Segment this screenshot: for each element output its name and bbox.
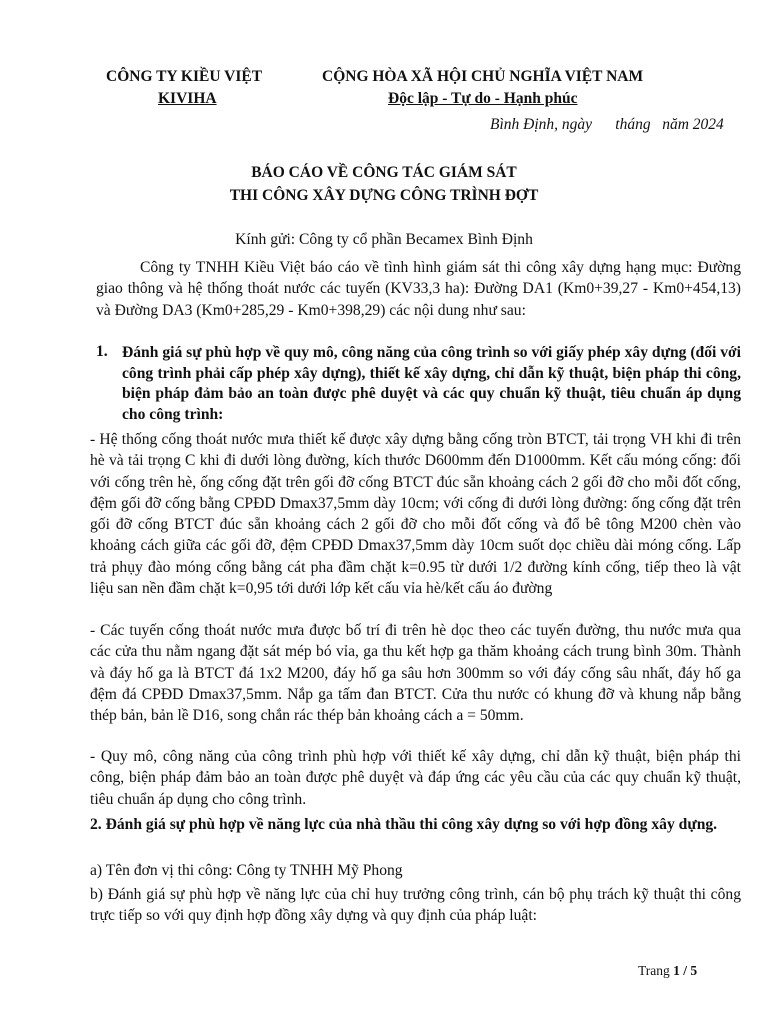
section1-heading: Đánh giá sự phù hợp về quy mô, công năng của công trình so với giấy phép xây dựng (đối với công trình phải cấp phép xây dựng), thiết kế xây dựng, chỉ dẫn kỹ thuật, biện pháp thi công, biện pháp đảm bảo an toàn được phê duyệt và các quy chuẩn kỹ thuật, tiêu chuẩn áp dụng cho công trình: [122, 344, 741, 423]
company-name: CÔNG TY KIỀU VIỆT [106, 68, 263, 85]
recipient-line: Kính gửi: Công ty cổ phần Becamex Bình Định [235, 231, 533, 248]
section2-item-b: b) Đánh giá sự phù hợp về năng lực của chỉ huy trưởng công trình, cán bộ phụ trách kỹ thuật thi công trực tiếp so với quy định hợp đồng xây dựng và quy định của pháp luật: [90, 886, 741, 925]
report-title-line1: BÁO CÁO VỀ CÔNG TÁC GIÁM SÁT [251, 164, 517, 181]
section1-paragraph-2: - Các tuyến cống thoát nước mưa được bố trí đi trên hè dọc theo các tuyến đường, thu nước mưa qua các cửa thu nằm ngang đặt sát mép bó vỉa, ga thu kết hợp ga thăm khoảng cách trung bình 30m. Thành và đáy hố ga là BTCT đá 1x2 M200, đáy hố ga sâu hơn 300mm so với đáy cống sâu nhất, đáy hố ga đệm đá CPĐD Dmax37,5mm. Nắp ga tấm đan BTCT. Cửa thu nước có khung đỡ và khung nắp bằng thép bản, bản lề D16, song chắn rác thép bản khoảng cách a = 50mm. [90, 622, 741, 725]
company-short-name: KIVIHA [158, 90, 217, 107]
nation-name: CỘNG HÒA XÃ HỘI CHỦ NGHĨA VIỆT NAM [322, 68, 644, 85]
section1-number: 1. [96, 343, 108, 360]
page-total: 5 [690, 963, 698, 978]
page-label: Trang [638, 963, 670, 978]
page-current: 1 [673, 963, 680, 978]
national-motto: Độc lập - Tự do - Hạnh phúc [388, 90, 578, 107]
report-title-line2: THI CÔNG XÂY DỰNG CÔNG TRÌNH ĐỢT [229, 187, 539, 204]
page-number [638, 963, 697, 979]
page-separator: / [683, 963, 688, 978]
section2-heading: 2. Đánh giá sự phù hợp về năng lực của nhà thầu thi công xây dựng so với hợp đồng xây dựng. [90, 816, 718, 833]
intro-paragraph: Công ty TNHH Kiều Việt báo cáo về tình hình giám sát thi công xây dựng hạng mục: Đường giao thông và hệ thống thoát nước các tuyến (KV33,3 ha): Đường DA1 (Km0+39,27 - Km0+454,13) và Đường DA3 (Km0+285,29 - Km0+398,29) các nội dung như sau: [96, 259, 741, 319]
section2-item-a: a) Tên đơn vị thi công: Công ty TNHH Mỹ Phong [90, 862, 403, 879]
date-line: Bình Định, ngày tháng năm 2024 [490, 116, 724, 133]
section1-paragraph-1: - Hệ thống cống thoát nước mưa thiết kế được xây dựng bằng cống tròn BTCT, tải trọng VH khi đi trên hè và tải trọng C khi đi dưới lòng đường, kích thước D600mm đến D1000mm. Kết cấu móng cống: đối với cống trên hè, ống cống đặt trên gối đỡ cống BTCT đúc sẵn khoảng cách 2 gối đỡ cho mỗi đốt cống, đệm gối đỡ cống bằng CPĐD Dmax37,5mm dày 10cm; với cống đi dưới lòng đường: ống cống đặt trên gối đỡ cống BTCT đúc sẵn khoảng cách 2 gối đỡ cho mỗi đốt cống và đổ bê tông M200 chèn vào khoảng cách giữa các gối đỡ, đệm CPĐD Dmax37,5mm dày 10cm suốt dọc chiều dài móng cống. Lấp trả phụy đào móng cống bằng cát pha đầm chặt k=0.95 từ dưới 1/2 đường kính cống, tiếp theo là vật liệu san nền đầm chặt k=0,95 tới dưới lớp kết cấu vỉa hè/kết cấu áo đường [90, 431, 741, 598]
section1-paragraph-3: - Quy mô, công năng của công trình phù hợp với thiết kế xây dựng, chỉ dẫn kỹ thuật, biện pháp thi công, biện pháp đảm bảo an toàn được phê duyệt và đáp ứng các yêu cầu của các quy chuẩn kỹ thuật, tiêu chuẩn áp dụng cho công trình. [90, 748, 741, 808]
